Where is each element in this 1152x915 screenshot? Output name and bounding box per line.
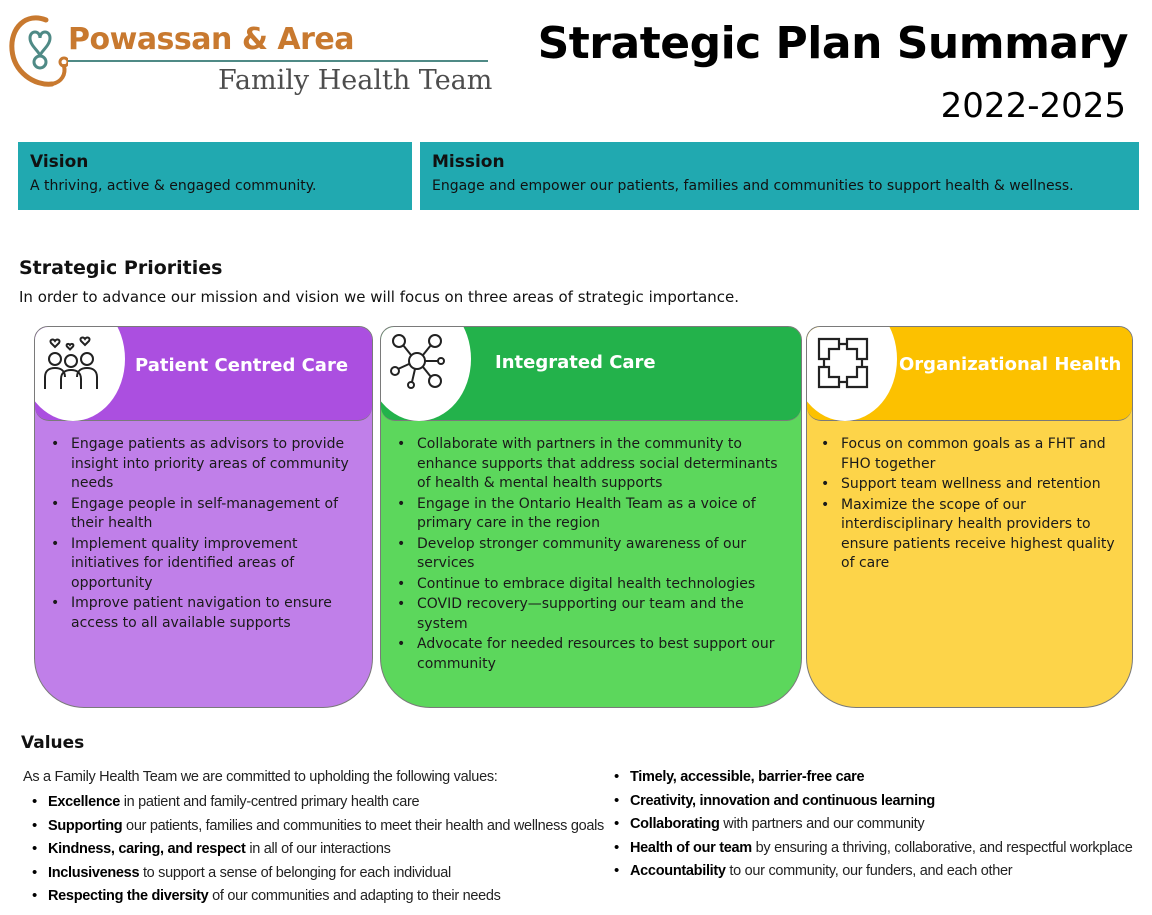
card-list	[819, 435, 1124, 575]
plan-years: 2022-2025	[940, 86, 1126, 126]
card-header	[807, 327, 1132, 421]
card-header	[35, 327, 372, 421]
org-subtitle: Family Health Team	[218, 65, 493, 96]
values-list-left	[30, 793, 604, 911]
card-title: Patient Centred Care	[135, 355, 349, 376]
value-item: • Accountability to our community, our funders, and each other	[612, 862, 1132, 886]
values-list-right	[612, 768, 1132, 886]
card-list	[49, 435, 365, 634]
list-item: • Focus on common goals as a FHT and FHO together	[819, 435, 1124, 474]
value-item: • Respecting the diversity of our communities and adapting to their needs	[30, 887, 604, 911]
card-header	[381, 327, 801, 421]
list-item: • Improve patient navigation to ensure access to all available supports	[49, 594, 365, 633]
list-item: • Support team wellness and retention	[819, 475, 1124, 495]
priorities-intro: In order to advance our mission and vision we will focus on three areas of strategic importance.	[19, 288, 740, 306]
list-item: • Engage in the Ontario Health Team as a voice of primary care in the region	[395, 495, 795, 534]
value-item: • Supporting our patients, families and communities to meet their health and wellness goals	[30, 817, 604, 841]
list-item: • Continue to embrace digital health technologies	[395, 575, 795, 595]
list-item: • Maximize the scope of our interdisciplinary health providers to ensure patients receive highest quality of care	[819, 496, 1124, 574]
value-item: • Collaborating with partners and our community	[612, 815, 1132, 839]
card-title: Organizational Health	[899, 354, 1122, 375]
vision-heading: Vision	[30, 152, 89, 172]
value-item: • Kindness, caring, and respect in all of our interactions	[30, 840, 604, 864]
card-list	[395, 435, 795, 675]
value-item: • Creativity, innovation and continuous learning	[612, 792, 1132, 816]
org-name: Powassan & Area	[68, 22, 355, 57]
mission-text: Engage and empower our patients, families and communities to support health & wellness.	[432, 178, 1074, 194]
heart-stethoscope-icon	[6, 10, 68, 92]
value-item: • Inclusiveness to support a sense of belonging for each individual	[30, 864, 604, 888]
card-organizational-health	[806, 326, 1133, 708]
logo-divider	[68, 60, 488, 62]
priorities-heading: Strategic Priorities	[19, 257, 223, 279]
mission-box	[420, 142, 1139, 210]
org-logo	[6, 8, 496, 98]
list-item: • COVID recovery—supporting our team and the system	[395, 595, 795, 634]
joined-hands-icon	[813, 333, 873, 393]
values-intro: As a Family Health Team we are committed to upholding the following values:	[23, 769, 498, 785]
list-item: • Collaborate with partners in the community to enhance supports that address social determinants of health & mental health supports	[395, 435, 795, 494]
vision-box	[18, 142, 412, 210]
mission-heading: Mission	[432, 152, 505, 172]
page-title: Strategic Plan Summary	[537, 18, 1128, 69]
values-heading: Values	[21, 733, 85, 753]
network-people-icon	[387, 331, 447, 391]
value-item: • Timely, accessible, barrier-free care	[612, 768, 1132, 792]
list-item: • Engage patients as advisors to provide insight into priority areas of community needs	[49, 435, 365, 494]
list-item: • Implement quality improvement initiatives for identified areas of opportunity	[49, 535, 365, 594]
list-item: • Engage people in self-management of their health	[49, 495, 365, 534]
card-integrated-care	[380, 326, 802, 708]
value-item: • Health of our team by ensuring a thriving, collaborative, and respectful workplace	[612, 839, 1132, 863]
list-item: • Develop stronger community awareness of our services	[395, 535, 795, 574]
list-item: • Advocate for needed resources to best support our community	[395, 635, 795, 674]
card-patient-centred-care	[34, 326, 373, 708]
family-group-icon	[41, 333, 101, 393]
card-title: Integrated Care	[495, 352, 656, 373]
value-item: • Excellence in patient and family-centred primary health care	[30, 793, 604, 817]
vision-text: A thriving, active & engaged community.	[30, 178, 317, 194]
